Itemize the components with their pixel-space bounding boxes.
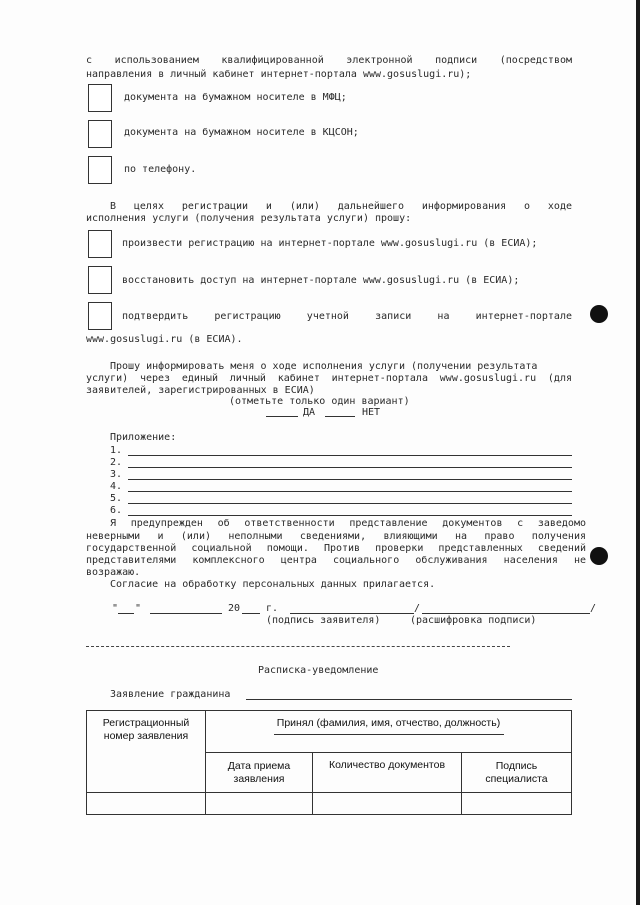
register-esia-checkbox[interactable] <box>88 230 112 258</box>
registration-intro-line-1: В целях регистрации и (или) дальнейшего информирования о ходе <box>110 201 572 212</box>
warning-line-1: Я предупрежден об ответственности представление документов с заведомо <box>110 518 586 529</box>
restore-access-checkbox[interactable] <box>88 266 112 294</box>
date-quote-open: " <box>112 603 119 614</box>
signature-slash: / <box>414 603 421 614</box>
signature-caption: (подпись заявителя) <box>266 615 381 626</box>
attachment-line[interactable] <box>128 455 572 456</box>
decode-blank[interactable] <box>422 613 590 614</box>
inform-line-2: услуги) через единый личный кабинет интернет-портала www.gosuslugi.ru (для <box>86 373 572 384</box>
scan-hole-mark <box>590 305 608 323</box>
statement-blank[interactable] <box>246 699 572 700</box>
attachment-number: 1. <box>110 445 123 456</box>
month-blank[interactable] <box>150 613 222 614</box>
inform-hint: (отметьте только один вариант) <box>229 396 410 407</box>
statement-label: Заявление гражданина <box>110 689 231 700</box>
attachment-number: 3. <box>110 469 123 480</box>
delivery-phone-label: по телефону. <box>124 164 197 175</box>
intro-line-1: с использованием квалифицированной электронной подписи (посредством <box>86 55 572 66</box>
attachment-title: Приложение: <box>110 432 177 443</box>
delivery-kcson-label: документа на бумажном носителе в КЦСОН; <box>124 127 359 138</box>
inform-line-1: Прошу информировать меня о ходе исполнения услуги (получении результата <box>110 361 538 372</box>
warning-line-4: представителями комплексного центра социального обслуживания населения не <box>86 555 586 566</box>
accepted-header: Принял (фамилия, имя, отчество, должность) <box>276 717 501 729</box>
yes-blank[interactable] <box>266 416 298 417</box>
reg-number-header: Регистрационный номер заявления <box>87 711 206 793</box>
attachment-line[interactable] <box>128 479 572 480</box>
date-header: Дата приема заявления <box>206 753 313 793</box>
scan-hole-mark <box>590 547 608 565</box>
accepted-name-blank[interactable] <box>274 734 504 735</box>
delivery-kcson-checkbox[interactable] <box>88 120 112 148</box>
registration-intro-line-2: исполнения услуги (получения результата услуги) прошу: <box>86 213 412 224</box>
confirm-registration-checkbox[interactable] <box>88 302 112 330</box>
attachment-line[interactable] <box>128 467 572 468</box>
attachment-line[interactable] <box>128 491 572 492</box>
register-esia-label: произвести регистрацию на интернет-портале www.gosuslugi.ru (в ЕСИА); <box>122 238 538 249</box>
restore-access-label: восстановить доступ на интернет-портале www.gosuslugi.ru (в ЕСИА); <box>122 275 520 286</box>
delivery-mfc-label: документа на бумажном носителе в МФЦ; <box>124 92 347 103</box>
delivery-mfc-checkbox[interactable] <box>88 84 112 112</box>
attachment-line[interactable] <box>128 515 572 516</box>
year-blank[interactable] <box>242 613 260 614</box>
accepted-header-cell <box>206 711 572 753</box>
warning-line-5: возражаю. <box>86 567 141 578</box>
attachment-number: 6. <box>110 505 123 516</box>
signature-header: Подпись специалиста <box>462 753 572 793</box>
docs-count-header: Количество документов <box>313 753 462 793</box>
yes-label: ДА <box>303 407 316 418</box>
receipt-title: Расписка-уведомление <box>258 665 379 676</box>
consent-text: Согласие на обработку персональных данных прилагается. <box>110 579 436 590</box>
day-blank[interactable] <box>118 613 134 614</box>
scan-edge <box>636 0 640 905</box>
no-label: НЕТ <box>362 407 381 418</box>
year-suffix: г. <box>266 603 279 614</box>
attachment-number: 5. <box>110 493 123 504</box>
confirm-registration-continuation: www.gosuslugi.ru (в ЕСИА). <box>86 334 243 345</box>
receipt-table <box>86 710 572 815</box>
attachment-number: 4. <box>110 481 123 492</box>
attachment-number: 2. <box>110 457 123 468</box>
cut-line <box>86 646 510 647</box>
decode-slash: / <box>590 603 597 614</box>
delivery-phone-checkbox[interactable] <box>88 156 112 184</box>
date-cell[interactable] <box>206 793 313 815</box>
reg-number-cell[interactable] <box>87 793 206 815</box>
year-prefix: 20 <box>228 603 241 614</box>
confirm-registration-label: подтвердить регистрацию учетной записи на интернет-портале <box>122 311 572 322</box>
inform-line-3: заявителей, зарегистрированных в ЕСИА) <box>86 385 315 396</box>
no-blank[interactable] <box>325 416 355 417</box>
warning-line-3: государственной социальной помощи. Против проверки представленных сведений <box>86 543 586 554</box>
signature-cell[interactable] <box>462 793 572 815</box>
attachment-line[interactable] <box>128 503 572 504</box>
warning-line-2: неверными и (или) неполными сведениями, влияющими на право получения <box>86 531 586 542</box>
date-quote-close: " <box>135 603 142 614</box>
intro-line-2: направления в личный кабинет интернет-портала www.gosuslugi.ru); <box>86 69 472 80</box>
docs-count-cell[interactable] <box>313 793 462 815</box>
decode-caption: (расшифровка подписи) <box>410 615 537 626</box>
signature-blank[interactable] <box>290 613 414 614</box>
